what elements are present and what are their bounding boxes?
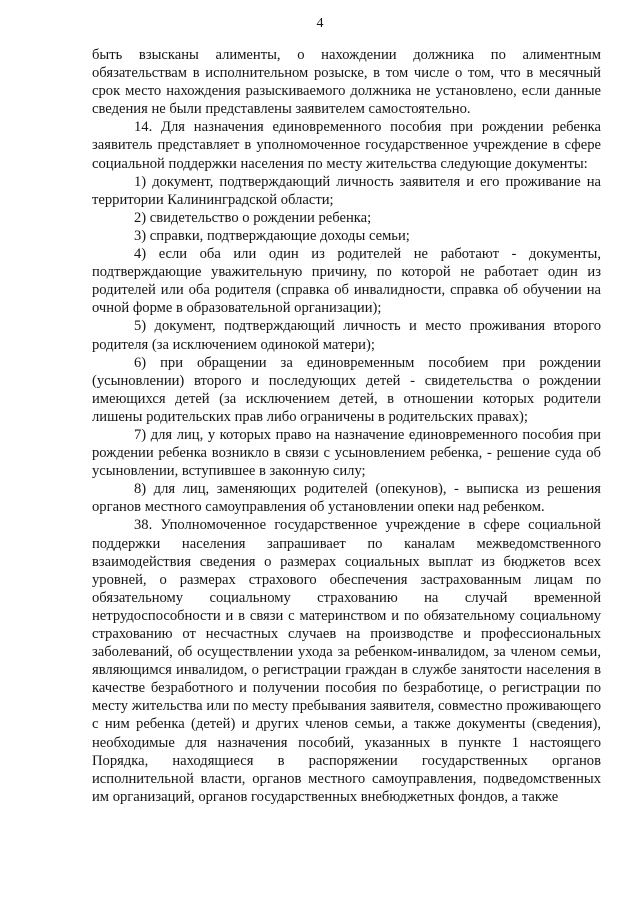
paragraph-38: 38. Уполномоченное государственное учреждение в сфере социальной поддержки населения запрашивает по каналам межведомственного взаимодействия сведения о размерах социальных выплат из бюджетов всех уровней, о размерах страхового обеспечения застрахованным лицам по обязательному социальному страхованию на случай временной нетрудоспособности и в связи с материнством и по обязательному социальному страхованию от несчастных случаев на производстве и профессиональных заболеваний, об осуществлении ухода за ребенком-инвалидом, за членом семьи, являющимся инвалидом, о регистрации граждан в службе занятости населения в качестве безработного и получении пособия по безработице, о регистрации по месту жительства или по месту пребывания заявителя, совместно проживающего с ним ребенка (детей) и других членов семьи, а также документы (сведения), необходимые для назначения пособий, указанных в пункте 1 настоящего Порядка, находящиеся в распоряжении государственных органов исполнительной власти, органов местного самоуправления, подведомственных им организаций, органов государственных внебюджетных фондов, а также xyxy=(92,517,601,805)
list-item-1: 1) документ, подтверждающий личность заявителя и его проживание на территории Калининградской области; xyxy=(92,173,601,208)
paragraph-continuation: быть взысканы алименты, о нахождении должника по алиментным обязательствам в исполнительном розыске, в том числе о том, что в месячный срок место нахождения разыскиваемого должника не установлено, если данные сведения не были представлены заявителем самостоятельно. xyxy=(92,47,601,118)
document-body xyxy=(92,46,601,806)
list-item-6: 6) при обращении за единовременным пособием при рождении (усыновлении) второго и последующих детей - свидетельства о рождении имеющихся детей (за исключением детей, в отношении которых родители лишены родительских прав либо ограничены в родительских правах); xyxy=(92,354,601,425)
list-item-5: 5) документ, подтверждающий личность и место проживания второго родителя (за исключением одинокой матери); xyxy=(92,318,601,353)
paragraph-14: 14. Для назначения единовременного пособия при рождении ребенка заявитель представляет в уполномоченное государственное учреждение в сфере социальной поддержки населения по месту жительства следующие документы: xyxy=(92,119,601,172)
list-item-4: 4) если оба или один из родителей не работают - документы, подтверждающие уважительную причину, по которой не работает один из родителей или оба родителя (справка об инвалидности, справка об обучении на очной форме в образовательной организации); xyxy=(92,246,601,317)
list-item-7: 7) для лиц, у которых право на назначение единовременного пособия при рождении ребенка возникло в связи с усыновлением ребенка, - решение суда об усыновлении, вступившее в законную силу; xyxy=(92,426,601,480)
list-item-3: 3) справки, подтверждающие доходы семьи; xyxy=(134,227,410,244)
list-item-2: 2) свидетельство о рождении ребенка; xyxy=(134,209,372,226)
list-item-8: 8) для лиц, заменяющих родителей (опекунов), - выписка из решения органов местного самоуправления об установлении опеки над ребенком. xyxy=(92,481,601,516)
page-number: 4 xyxy=(316,16,324,31)
